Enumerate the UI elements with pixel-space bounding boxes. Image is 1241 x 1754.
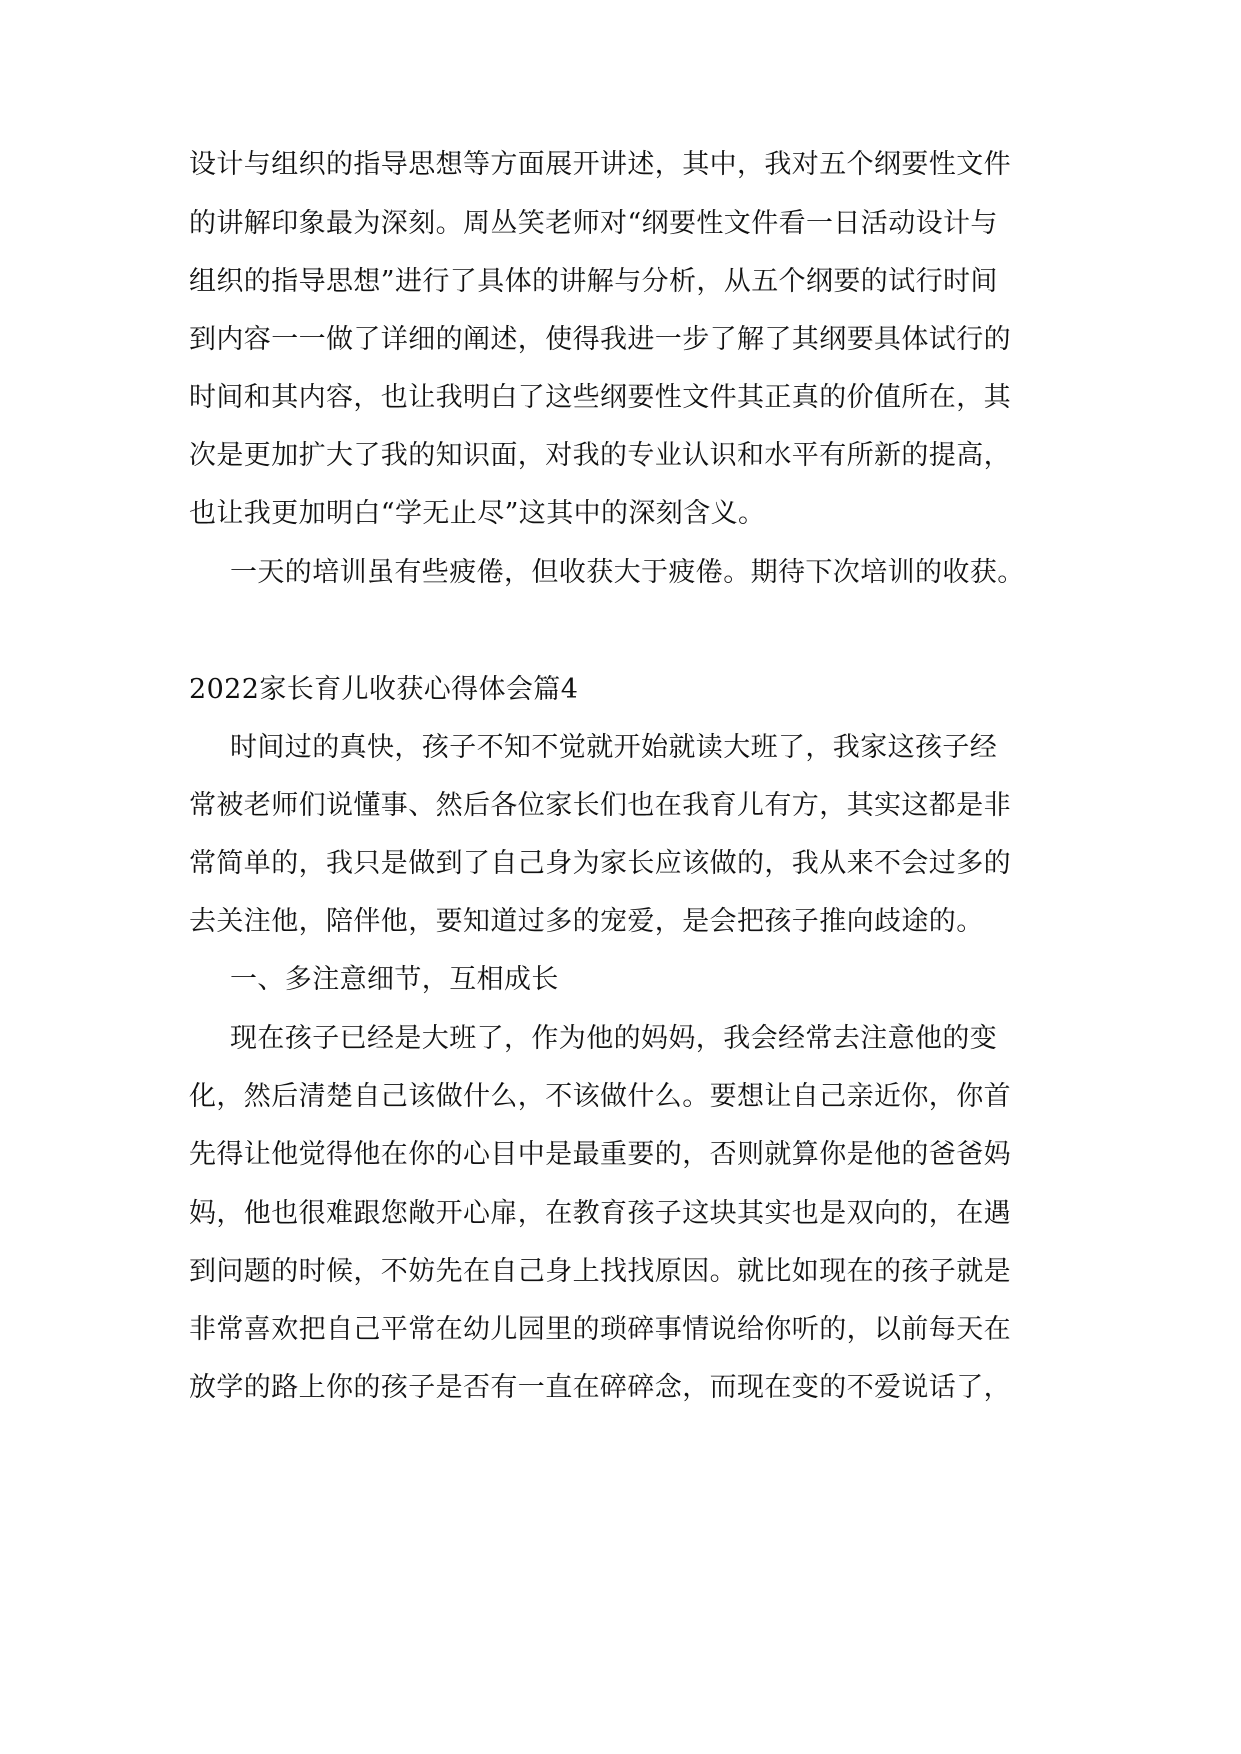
body-text-line: 时间和其内容，也让我明白了这些纲要性文件其正真的价值所在，其 xyxy=(189,382,1011,413)
body-text-line: 时间过的真快，孩子不知不觉就开始就读大班了，我家这孩子经 xyxy=(230,732,998,763)
body-text-line: 现在孩子已经是大班了，作为他的妈妈，我会经常去注意他的变 xyxy=(230,1023,998,1054)
body-text-line: 设计与组织的指导思想等方面展开讲述，其中，我对五个纲要性文件 xyxy=(189,149,1011,180)
body-text-line: 妈，他也很难跟您敞开心扉，在教育孩子这块其实也是双向的，在遇 xyxy=(189,1198,1011,1229)
body-text-line: 化，然后清楚自己该做什么，不该做什么。要想让自己亲近你，你首 xyxy=(189,1081,1011,1112)
body-text-line: 次是更加扩大了我的知识面，对我的专业认识和水平有所新的提高， xyxy=(189,440,1011,471)
body-text-line: 去关注他，陪伴他，要知道过多的宠爱，是会把孩子推向歧途的。 xyxy=(189,906,984,937)
section-heading: 2022家长育儿收获心得体会篇4 xyxy=(189,674,579,705)
body-text-line: 常被老师们说懂事、然后各位家长们也在我育儿有方，其实这都是非 xyxy=(189,790,1011,821)
body-text-line: 的讲解印象最为深刻。周丛笑老师对“纲要性文件看一日活动设计与 xyxy=(189,208,998,239)
body-text-line: 放学的路上你的孩子是否有一直在碎碎念，而现在变的不爱说话了， xyxy=(189,1372,1011,1403)
body-text-line: 组织的指导思想”进行了具体的讲解与分析，从五个纲要的试行时间 xyxy=(189,266,998,297)
subheading: 一、多注意细节，互相成长 xyxy=(230,964,559,995)
body-text-line: 常简单的，我只是做到了自己身为家长应该做的，我从来不会过多的 xyxy=(189,848,1011,879)
body-text-line: 先得让他觉得他在你的心目中是最重要的，否则就算你是他的爸爸妈 xyxy=(189,1139,1011,1170)
body-text-line: 到问题的时候，不妨先在自己身上找找原因。就比如现在的孩子就是 xyxy=(189,1256,1011,1287)
body-text-line: 也让我更加明白“学无止尽”这其中的深刻含义。 xyxy=(189,498,766,529)
body-text-line: 非常喜欢把自己平常在幼儿园里的琐碎事情说给你听的，以前每天在 xyxy=(189,1314,1011,1345)
body-text-line: 到内容一一做了详细的阐述，使得我进一步了解了其纲要具体试行的 xyxy=(189,324,1011,355)
body-text-line: 一天的培训虽有些疲倦，但收获大于疲倦。期待下次培训的收获。 xyxy=(230,557,1025,588)
